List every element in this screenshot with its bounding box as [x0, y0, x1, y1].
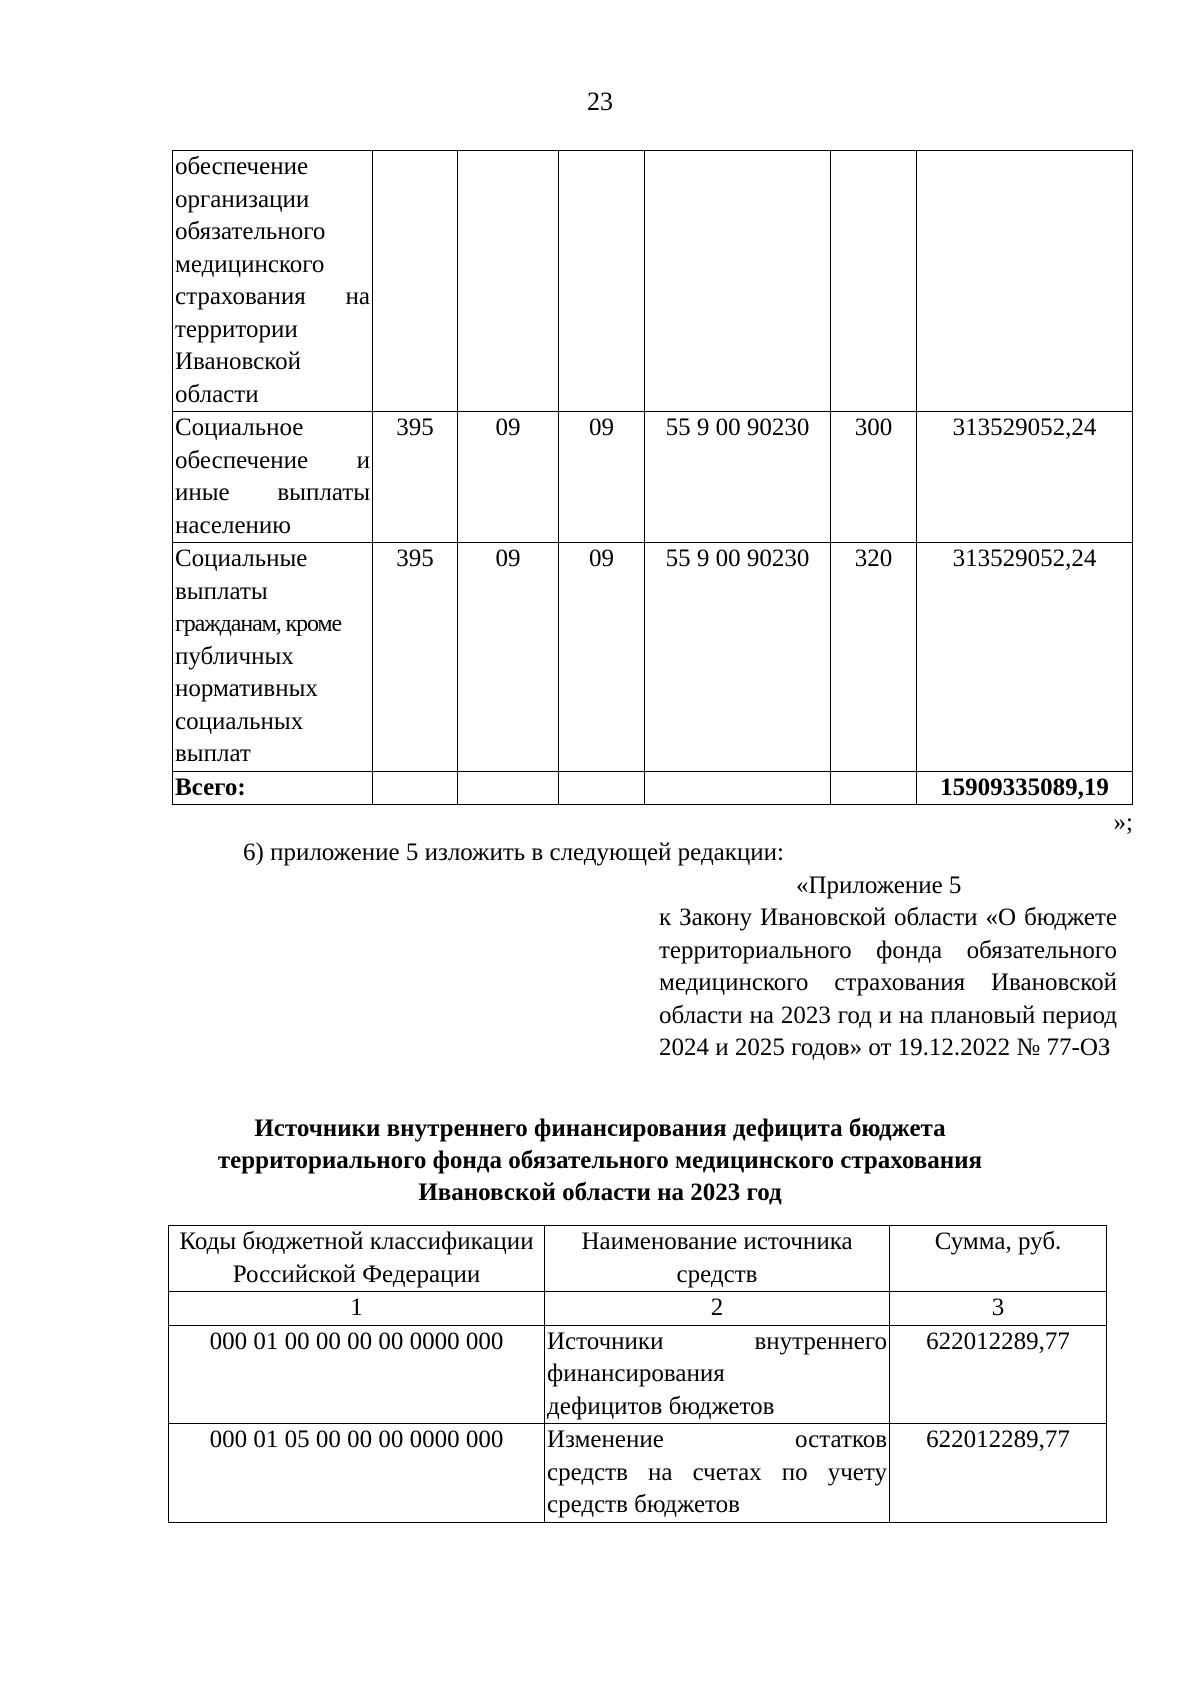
name-line: иные выплаты [175, 479, 370, 506]
table-row [173, 412, 1133, 543]
name-line: обязательного [175, 218, 326, 245]
sum-cell: 622012289,77 [890, 1325, 1107, 1424]
expense-type-cell [831, 151, 917, 412]
empty-cell [645, 771, 831, 805]
total-row [173, 771, 1133, 805]
name-line: публичных [175, 642, 294, 670]
financing-sources-table [168, 1225, 1107, 1523]
expense-type-cell: 300 [831, 412, 917, 543]
subsection-cell: 09 [559, 543, 645, 772]
row-name-cell [173, 412, 373, 543]
admin-code-cell [373, 151, 458, 412]
name-line: медицинского [175, 250, 325, 278]
name-line: населению [175, 511, 291, 539]
name-line: обеспечение и [175, 446, 370, 474]
subsection-cell: 09 [559, 412, 645, 543]
name-line: социальных [175, 707, 304, 735]
code-cell: 000 01 00 00 00 00 0000 000 [169, 1325, 545, 1424]
subsection-cell [559, 151, 645, 412]
empty-cell [559, 771, 645, 805]
name-line: дефицитов бюджетов [547, 1392, 775, 1420]
sum-cell: 622012289,77 [890, 1424, 1107, 1523]
empty-cell [373, 771, 458, 805]
code-cell: 000 01 05 00 00 00 0000 000 [169, 1424, 545, 1523]
section-cell [458, 151, 559, 412]
section-cell: 09 [458, 543, 559, 772]
name-line: Изменение остатков [547, 1426, 887, 1453]
row-name-cell [173, 543, 373, 772]
total-sum: 15909335089,19 [917, 771, 1133, 805]
table-row [169, 1424, 1107, 1523]
name-line: страхования на [175, 283, 370, 310]
name-line: нормативных [175, 675, 318, 702]
name-line: области [175, 380, 259, 408]
sum-cell [917, 151, 1133, 412]
expense-type-cell: 320 [831, 543, 917, 772]
header-source-name: Наименование источника средств [545, 1226, 890, 1292]
sum-cell: 313529052,24 [917, 412, 1133, 543]
heading-line: Источники внутреннего финансирования дефицита бюджета [254, 1115, 946, 1142]
column-number: 1 [169, 1292, 545, 1326]
name-line: Ивановской [175, 348, 302, 375]
heading-line: Ивановской области на 2023 год [418, 1179, 782, 1206]
empty-cell [831, 771, 917, 805]
column-numbers-row [169, 1292, 1107, 1326]
name-line: выплаты [175, 577, 268, 605]
target-article-cell: 55 9 00 90230 [645, 543, 831, 772]
name-line: финансирования [547, 1360, 725, 1387]
expenditure-table [172, 150, 1133, 805]
section-heading [120, 1113, 1080, 1209]
column-number: 2 [545, 1292, 890, 1326]
name-line: гражданам, кроме [175, 611, 342, 637]
table-row [173, 151, 1133, 412]
name-line: организации [175, 185, 310, 213]
header-codes: Коды бюджетной классификации Российской Федерации [169, 1226, 545, 1292]
header-sum: Сумма, руб. [890, 1226, 1107, 1292]
source-name-cell [545, 1424, 890, 1523]
appendix-reference: к Закону Ивановской области «О бюджете территориального фонда обязательного медицинского страхования Ивановской области на 2023 год и на плановый период 2024 и 2025 годов» от 19.12.2022 № 77-ОЗ [659, 904, 1117, 1061]
column-number: 3 [890, 1292, 1107, 1326]
heading-line: территориального фонда обязательного медицинского страхования [217, 1147, 983, 1174]
name-line: средств бюджетов [547, 1491, 740, 1518]
empty-cell [458, 771, 559, 805]
row-name-cell [173, 151, 373, 412]
admin-code-cell: 395 [373, 412, 458, 543]
total-label: Всего: [173, 771, 373, 805]
name-line: обеспечение [175, 153, 309, 180]
appendix-title: «Приложение 5 [796, 872, 962, 899]
name-line: территории [175, 315, 298, 343]
name-line: Социальное [175, 414, 304, 441]
closing-quote: »; [1113, 809, 1133, 836]
section-cell: 09 [458, 412, 559, 543]
sum-cell: 313529052,24 [917, 543, 1133, 772]
target-article-cell [645, 151, 831, 412]
target-article-cell: 55 9 00 90230 [645, 412, 831, 543]
amendment-instruction: 6) приложение 5 изложить в следующей редакции: [243, 839, 784, 866]
name-line: Источники внутреннего [547, 1327, 887, 1355]
source-name-cell [545, 1325, 890, 1424]
admin-code-cell: 395 [373, 543, 458, 772]
table-row [173, 543, 1133, 772]
name-line: выплат [175, 740, 251, 767]
header-row [169, 1226, 1107, 1292]
name-line: Социальные [175, 545, 308, 572]
page-number: 23 [587, 87, 613, 116]
name-line: средств на счетах по учету [547, 1458, 887, 1486]
table-row [169, 1325, 1107, 1424]
